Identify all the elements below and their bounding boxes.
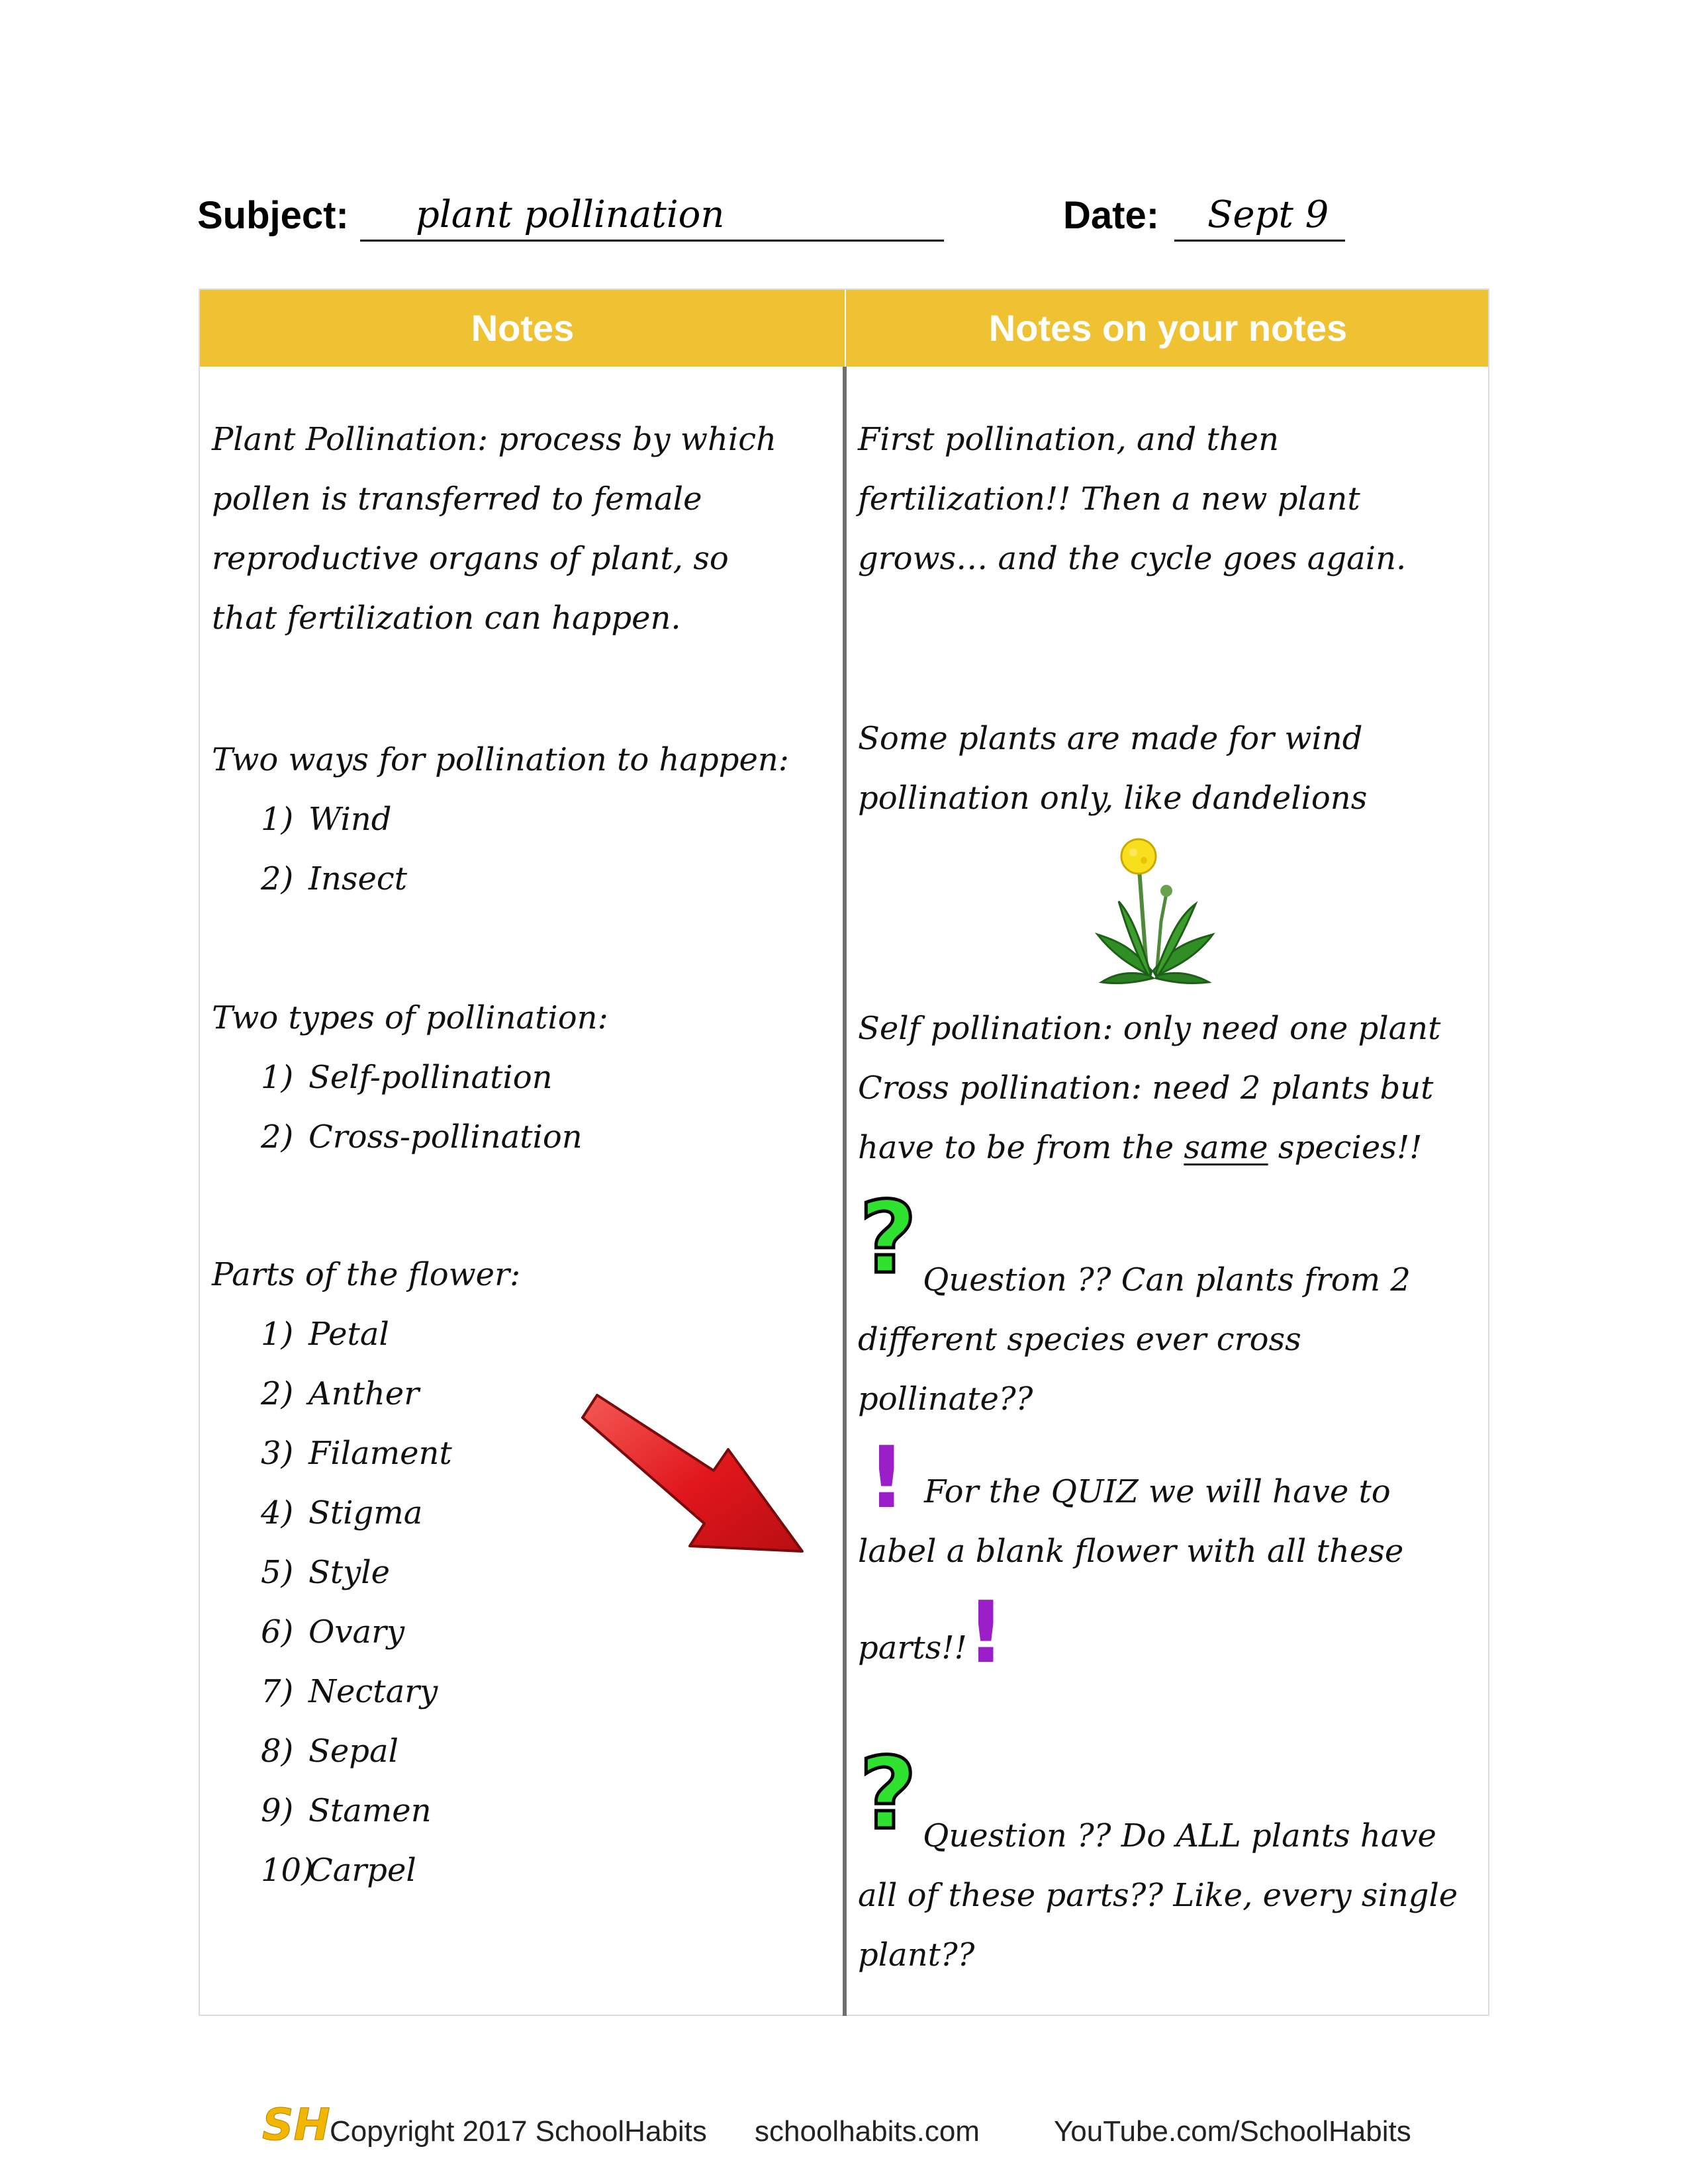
list-text: Stamen xyxy=(308,1792,432,1829)
subject-label: Subject: xyxy=(197,194,349,237)
schoolhabits-logo: SH xyxy=(262,2099,330,2150)
ways-title: Two ways for pollination to happen: xyxy=(212,741,789,778)
list-text: Wind xyxy=(308,801,392,838)
list-number: 8) xyxy=(261,1733,294,1770)
list-number: 5) xyxy=(261,1554,294,1591)
youtube-link[interactable]: YouTube.com/SchoolHabits xyxy=(1054,2115,1411,2148)
exclamation-icon: ! xyxy=(867,1429,906,1527)
list-text: Petal xyxy=(308,1316,389,1353)
list-number: 2) xyxy=(261,1375,294,1412)
list-item xyxy=(261,859,407,899)
list-number: 1) xyxy=(261,1316,294,1353)
cross-pollination-line: Cross pollination: need 2 plants but xyxy=(858,1069,1434,1107)
question-mark-icon: ? xyxy=(859,1181,917,1296)
notes-on-notes-column-header: Notes on your notes xyxy=(988,307,1348,349)
list-text: Cross-pollination xyxy=(308,1118,583,1156)
definition-line: Plant Pollination: process by which xyxy=(212,421,777,458)
list-text: Style xyxy=(308,1554,391,1591)
list-text: Self-pollination xyxy=(308,1059,553,1096)
question-one-line: pollinate?? xyxy=(858,1381,1033,1418)
list-item xyxy=(261,1850,416,1890)
parts-title: Parts of the flower: xyxy=(212,1256,521,1293)
exclamation-icon: ! xyxy=(966,1584,1006,1682)
list-item xyxy=(261,1117,583,1157)
wind-line: pollination only, like dandelions xyxy=(858,780,1368,817)
cycle-line: First pollination, and then xyxy=(858,421,1279,458)
list-number: 7) xyxy=(261,1673,294,1710)
list-item xyxy=(261,1672,438,1711)
species-text: species!! xyxy=(1278,1129,1423,1166)
list-text: Anther xyxy=(308,1375,420,1412)
column-divider xyxy=(843,367,847,2016)
question-one-line: different species ever cross xyxy=(858,1321,1301,1358)
question-two-line: all of these parts?? Like, every single xyxy=(858,1877,1458,1914)
red-arrow-icon xyxy=(569,1390,814,1562)
list-text: Ovary xyxy=(308,1614,405,1651)
list-text: Stigma xyxy=(308,1494,423,1531)
list-item xyxy=(261,1612,404,1652)
question-one-line: Question ?? Can plants from 2 xyxy=(923,1261,1411,1298)
date-value: Sept 9 xyxy=(1207,193,1329,236)
list-number: 3) xyxy=(261,1435,294,1472)
list-item xyxy=(261,1493,422,1533)
list-number: 2) xyxy=(261,860,294,897)
question-two-line: Question ?? Do ALL plants have xyxy=(923,1817,1436,1854)
self-pollination-line: Self pollination: only need one plant xyxy=(858,1010,1441,1047)
date-underline xyxy=(1174,240,1345,242)
question-two-line: plant?? xyxy=(858,1936,975,1974)
list-item xyxy=(261,1058,553,1097)
list-number: 10) xyxy=(261,1852,314,1889)
quiz-line: label a blank flower with all these xyxy=(858,1533,1404,1570)
list-number: 1) xyxy=(261,801,294,838)
list-item xyxy=(261,1374,419,1414)
species-line xyxy=(858,1128,1422,1167)
list-item xyxy=(261,799,391,839)
definition-line: that fertilization can happen. xyxy=(212,600,681,637)
date-label: Date: xyxy=(1063,194,1160,237)
notes-column-header: Notes xyxy=(471,307,575,349)
cycle-line: fertilization!! Then a new plant xyxy=(858,480,1360,518)
subject-value: plant pollination xyxy=(416,193,725,236)
cycle-line: grows… and the cycle goes again. xyxy=(858,540,1407,577)
copyright-text: Copyright 2017 SchoolHabits xyxy=(330,2115,707,2148)
list-text: Nectary xyxy=(308,1673,438,1710)
definition-line: pollen is transferred to female xyxy=(212,480,702,518)
wind-line: Some plants are made for wind xyxy=(858,720,1363,757)
same-underlined: same xyxy=(1184,1129,1268,1166)
list-item xyxy=(261,1433,452,1473)
list-number: 6) xyxy=(261,1614,294,1651)
list-item xyxy=(261,1314,389,1354)
list-text: Insect xyxy=(308,860,408,897)
types-title: Two types of pollination: xyxy=(212,999,608,1036)
quiz-line: For the QUIZ we will have to xyxy=(924,1473,1391,1510)
table-header xyxy=(200,290,1488,367)
list-number: 4) xyxy=(261,1494,294,1531)
website-link[interactable]: schoolhabits.com xyxy=(755,2115,980,2148)
question-mark-icon: ? xyxy=(859,1737,917,1852)
list-item xyxy=(261,1791,432,1831)
list-text: Sepal xyxy=(308,1733,399,1770)
dandelion-icon xyxy=(1092,835,1218,987)
list-number: 2) xyxy=(261,1118,294,1156)
list-item xyxy=(261,1553,390,1592)
list-text: Carpel xyxy=(308,1852,416,1889)
list-item xyxy=(261,1731,399,1771)
list-number: 9) xyxy=(261,1792,294,1829)
species-text: have to be from the xyxy=(858,1129,1174,1166)
subject-underline xyxy=(360,240,944,242)
list-number: 1) xyxy=(261,1059,294,1096)
quiz-line: parts!! xyxy=(858,1629,967,1666)
definition-line: reproductive organs of plant, so xyxy=(212,540,729,577)
list-text: Filament xyxy=(308,1435,452,1472)
